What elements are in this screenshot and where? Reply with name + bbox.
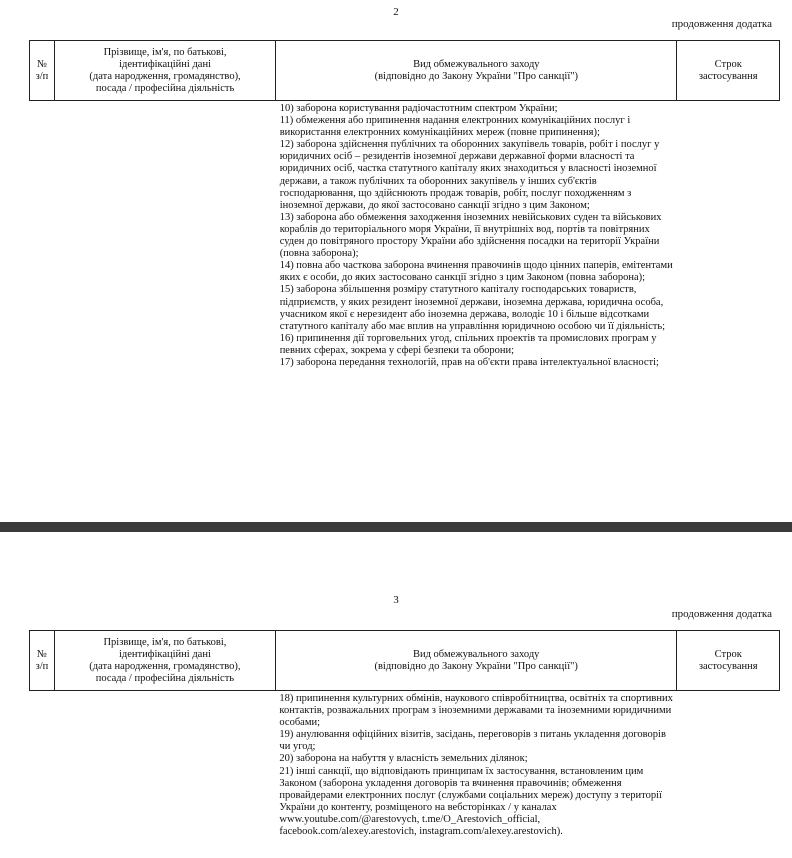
header-person: Прізвище, ім'я, по батькові, ідентифікаційні дані (дата народження, громадянство), посада / професійна діяльність xyxy=(54,41,275,101)
measure-item: 11) обмеження або припинення надання електронних комунікаційних послуг і використання електронних комунікаційних мереж (повне припинення); xyxy=(279,115,631,139)
cell-term xyxy=(677,691,780,839)
continuation-label: продовження додатка xyxy=(671,18,772,30)
cell-number xyxy=(30,691,55,839)
page-number: 2 xyxy=(393,6,399,18)
header-number: № з/п xyxy=(30,631,55,691)
header-measure: Вид обмежувального заходу (відповідно до Закону України "Про санкції") xyxy=(275,631,677,691)
measure-item: 18) припинення культурних обмінів, наукового співробітництва, освітніх та спортивних контактів, розважальних програм з іноземними державами та іноземними юридичними особами; xyxy=(279,693,673,729)
measure-item: 16) припинення дії торговельних угод, спільних проектів та промислових програм у певних сферах, зокрема у сфері безпеки та оборони; xyxy=(279,332,657,356)
measure-item: 12) заборона здійснення публічних та оборонних закупівель товарів, робіт і послуг у юридичних осіб – резидентів іноземної держави державної форми власності та юридичних осіб, частка статутного капіталу яких знаходиться у власності іноземної держави, а також публічних та оборонних закупівель у інших суб'єктів господарювання, що здійснюють продаж товарів, робіт, послуг походженням з іноземної держави, до якої застосовано санкції згідно з цим Законом; xyxy=(279,139,660,211)
sanctions-table xyxy=(29,630,780,838)
header-term: Строк застосування xyxy=(677,631,780,691)
header-term: Строк застосування xyxy=(677,41,780,101)
measure-item: 10) заборона користування радіочастотним спектром України; xyxy=(279,103,558,114)
page-number: 3 xyxy=(393,594,399,606)
document-page-3 xyxy=(0,532,792,858)
header-person: Прізвище, ім'я, по батькові, ідентифікаційні дані (дата народження, громадянство), посада / професійна діяльність xyxy=(54,631,275,691)
header-number: № з/п xyxy=(30,41,55,101)
cell-term xyxy=(677,101,780,370)
measure-list xyxy=(276,101,677,369)
header-measure: Вид обмежувального заходу (відповідно до Закону України "Про санкції") xyxy=(276,41,677,101)
cell-measure xyxy=(275,691,677,839)
measure-item: 15) заборона збільшення розміру статутного капіталу господарських товариств, підприємств, у яких резидент іноземної держави, іноземна держава, юридична особа, учасником якої є нерезидент або іноземна держава, володіє 10 і більше відсотками статутного капіталу або має вплив на управління юридичною особою чи її діяльність; xyxy=(279,284,666,332)
measure-item: 14) повна або часткова заборона вчинення правочинів щодо цінних паперів, емітентами яких є особи, до яких застосовано санкції згідно з цим Законом (повна заборона); xyxy=(279,260,673,284)
measure-item: 17) заборона передання технологій, прав на об'єкти права інтелектуальної власності; xyxy=(279,356,659,368)
continuation-label: продовження додатка xyxy=(671,608,772,620)
cell-number xyxy=(30,101,55,370)
cell-person xyxy=(54,691,275,839)
measure-item: 21) інші санкції, що відповідають принципам їх застосування, встановленим цим Законом (заборона укладення договорів та вчинення правочинів; обмеження провайдерами електронних послуг (службами соціальних мереж) доступу з території України до контенту, розміщеного на вебсторінках / у каналах www.youtube.com/@arestovych, t.me/O_Arestovich_official, facebook.com/alexey.arestovich, instagram.com/alexey.arestovich). xyxy=(279,765,662,838)
measure-item: 20) заборона на набуття у власність земельних ділянок; xyxy=(279,753,528,765)
cell-measure xyxy=(276,101,677,370)
measure-item: 13) заборона або обмеження заходження іноземних невійськових суден та військових кораблів до територіального моря України, її внутрішніх вод, портів та повітряних суден до повітряного простору України або здійснення посадки на території України (повна заборона); xyxy=(279,211,662,260)
sanctions-table xyxy=(29,40,780,369)
measure-list xyxy=(275,691,677,838)
cell-person xyxy=(54,101,275,370)
page-divider xyxy=(0,522,792,532)
measure-item: 19) анулювання офіційних візитів, засідань, переговорів з питань укладення договорів чи угод; xyxy=(279,729,666,753)
